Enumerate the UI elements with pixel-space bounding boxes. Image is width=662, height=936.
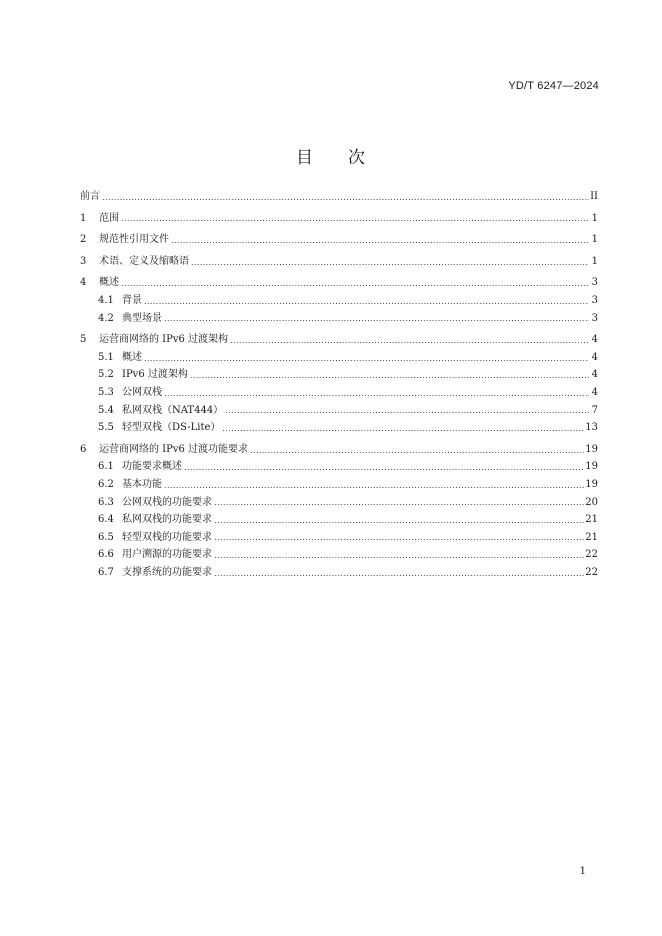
toc-entry-title: 术语、定义及缩略语: [99, 255, 189, 267]
toc-entry-page: 22: [585, 566, 598, 578]
toc-entry-number: 6.5: [98, 531, 114, 543]
toc-entry-page: 1: [591, 234, 598, 246]
toc-entry-title: 私网双栈的功能要求: [122, 514, 212, 526]
toc-entry-number: 6.6: [98, 549, 114, 561]
toc-leader-dots: [121, 213, 589, 223]
toc-entry-page: 4: [591, 369, 598, 381]
toc-leader-dots: [214, 497, 584, 507]
toc-entry-page: 7: [591, 404, 598, 416]
toc-entry-title: IPv6 过渡架构: [122, 369, 188, 381]
toc-entry-title: 范围: [99, 212, 119, 224]
toc-entry-page: 19: [585, 461, 598, 473]
toc-leader-dots: [250, 445, 584, 455]
toc-leader-dots: [230, 335, 589, 345]
toc-entry-page: 21: [585, 514, 598, 526]
toc-entry-page: 4: [591, 334, 598, 346]
toc-entry-number: 6.4: [98, 514, 114, 526]
toc-leader-dots: [214, 515, 584, 525]
toc-entry-number: 6.2: [98, 478, 114, 490]
toc-leader-dots: [190, 370, 589, 380]
toc-leader-dots: [164, 313, 589, 323]
toc-entry[interactable]: [80, 476, 598, 494]
toc-entry-page: 21: [585, 531, 598, 543]
toc-title-char-1: 目: [296, 148, 314, 169]
toc-leader-dots: [121, 278, 589, 288]
toc-leader-dots: [225, 405, 589, 415]
toc-entry-page: 13: [585, 422, 598, 434]
toc-leader-dots: [214, 532, 584, 542]
toc-entry-title: 轻型双栈（DS-Lite）: [122, 422, 221, 434]
toc-entry-number: 4.2: [98, 312, 114, 324]
toc-entry[interactable]: [80, 231, 598, 249]
toc-entry[interactable]: [80, 384, 598, 402]
toc-entry-page: 1: [591, 212, 598, 224]
toc-leader-dots: [164, 480, 584, 490]
toc-entry-title: 运营商网络的 IPv6 过渡架构: [99, 334, 229, 346]
toc-entry-number: 5.4: [98, 404, 114, 416]
toc-leader-dots: [144, 353, 589, 363]
toc-entry-page: 1: [591, 255, 598, 267]
toc-entry[interactable]: [80, 529, 598, 547]
toc-leader-dots: [164, 388, 589, 398]
toc-entry-number: 4.1: [98, 294, 114, 306]
toc-entry-number: 1: [80, 212, 87, 224]
toc-entry-page: 3: [591, 277, 598, 289]
toc-entry[interactable]: [80, 349, 598, 367]
toc-leader-dots: [171, 235, 589, 245]
toc-entry-title: 概述: [122, 351, 142, 363]
toc-entry[interactable]: [80, 310, 598, 328]
toc-entry[interactable]: [80, 564, 598, 582]
toc-entry[interactable]: [80, 511, 598, 529]
toc-entry[interactable]: [80, 274, 598, 292]
toc-entry-title: 用户溯源的功能要求: [122, 549, 212, 561]
page-number: 1: [579, 866, 586, 877]
toc-entry[interactable]: [80, 458, 598, 476]
toc-entry[interactable]: [80, 366, 598, 384]
toc-entry-page: 19: [585, 478, 598, 490]
toc-leader-dots: [144, 296, 589, 306]
toc-entry-page: 20: [585, 496, 598, 508]
toc-entry-number: 4: [80, 277, 87, 289]
toc-entry-title: 私网双栈（NAT444）: [122, 404, 224, 416]
toc-title: [0, 143, 662, 168]
toc-entry[interactable]: [80, 331, 598, 349]
toc-entry[interactable]: [80, 292, 598, 310]
toc-entry[interactable]: [80, 253, 598, 271]
toc-entry-title: 运营商网络的 IPv6 过渡功能要求: [99, 443, 249, 455]
toc-entry[interactable]: [80, 419, 598, 437]
toc-entry[interactable]: [80, 494, 598, 512]
toc-entry-number: 6.7: [98, 566, 114, 578]
toc-leader-dots: [184, 462, 584, 472]
toc-entry[interactable]: [80, 402, 598, 420]
toc-entry-title: 轻型双栈的功能要求: [122, 531, 212, 543]
toc-entry-number: 6.3: [98, 496, 114, 508]
toc-entry[interactable]: [80, 188, 598, 206]
toc-entry-number: 6.1: [98, 461, 114, 473]
toc-entry-page: 19: [585, 443, 598, 455]
toc-entry[interactable]: [80, 546, 598, 564]
toc-entry-title: 典型场景: [122, 312, 162, 324]
toc-entry-number: 6: [80, 443, 87, 455]
toc-entry-number: 5: [80, 334, 87, 346]
toc-entry-title: 功能要求概述: [122, 461, 182, 473]
toc-entry-title: 前言: [80, 191, 100, 202]
toc-entry-number: 5.2: [98, 369, 114, 381]
toc-entry-page: 4: [591, 386, 598, 398]
toc-entry-title: 规范性引用文件: [99, 234, 169, 246]
toc-title-char-2: 次: [348, 148, 366, 169]
toc-leader-dots: [222, 423, 584, 433]
toc-entry-title: 支撑系统的功能要求: [122, 566, 212, 578]
toc-entry-page: 3: [591, 312, 598, 324]
toc-entry-title: 公网双栈的功能要求: [122, 496, 212, 508]
toc-entry-page: 22: [585, 549, 598, 561]
toc-entry-number: 2: [80, 234, 87, 246]
toc-entry-page: II: [590, 191, 598, 202]
toc-entry-number: 5.5: [98, 422, 114, 434]
toc-entry-title: 概述: [99, 277, 119, 289]
toc-entry-page: 4: [591, 351, 598, 363]
toc-entry[interactable]: [80, 210, 598, 228]
document-code: YD/T 6247—2024: [508, 80, 599, 92]
toc-leader-dots: [214, 568, 584, 578]
toc-entry-title: 基本功能: [122, 478, 162, 490]
footer-watermark: [150, 908, 510, 922]
toc-entry-title: 公网双栈: [122, 386, 162, 398]
toc-leader-dots: [191, 257, 589, 267]
toc-entry-number: 3: [80, 255, 87, 267]
toc-leader-dots: [214, 550, 584, 560]
toc-leader-dots: [102, 192, 589, 202]
toc-entry-page: 3: [591, 294, 598, 306]
table-of-contents: [80, 188, 598, 581]
toc-entry-title: 背景: [122, 294, 142, 306]
toc-entry[interactable]: [80, 441, 598, 459]
toc-entry-number: 5.3: [98, 386, 114, 398]
toc-entry-number: 5.1: [98, 351, 114, 363]
